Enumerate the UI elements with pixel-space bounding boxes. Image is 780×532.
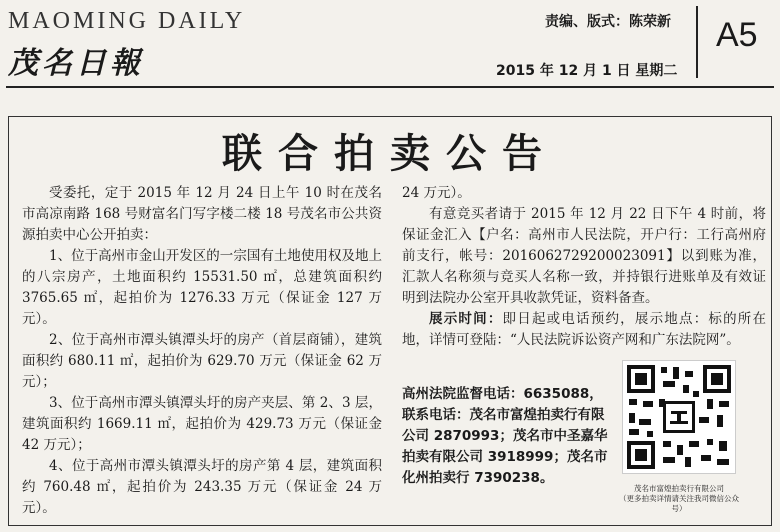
left-column <box>22 183 382 523</box>
lot-item-continued: 24 万元）。 <box>402 185 471 201</box>
qr-caption-note: （更多拍卖详情请关注我司微信公众号） <box>619 494 739 513</box>
lot-item: 4、位于高州市潭头镇潭头圩的房产第 4 层，建筑面积约 760.48 ㎡，起拍价为 243.35 万元（保证金 24 万元）。 <box>22 458 382 516</box>
header-rule <box>6 86 774 88</box>
masthead-english: MAOMING DAILY <box>8 8 246 34</box>
lot-item: 1、位于高州市金山开发区的一宗国有土地使用权及地上的八宗房产，土地面积约 15531.50 ㎡，总建筑面积约 3765.65 ㎡，起拍价为 1276.33 万元（保证金 127 万元）。 <box>22 248 382 327</box>
editor-credit: 责编、版式：陈荣新 <box>545 14 671 30</box>
right-column <box>402 183 766 351</box>
exhibit-text: 即日起或电话预约，展示地点：标的所在地，详情可登陆：“人民法院诉讼资产网和广东法院网”。 <box>402 311 767 348</box>
notice-title: 联合拍卖公告 <box>222 131 558 177</box>
qr-caption <box>614 484 744 514</box>
contact-paragraph: 高州法院监督电话：6635088，联系电话：茂名市富煌拍卖行有限公司 2870993；茂名市中圣嘉华拍卖有限公司 3918999；茂名市化州拍卖行 7390238。 <box>402 386 608 486</box>
exhibit-paragraph <box>402 309 766 351</box>
issue-date: 2015 年 12 月 1 日 星期二 <box>496 63 678 79</box>
qr-code-icon <box>622 360 736 474</box>
qr-caption-company: 茂名市富煌拍卖行有限公司 <box>634 484 724 493</box>
exhibit-label: 展示时间： <box>429 311 503 327</box>
intro-paragraph: 受委托，定于 2015 年 12 月 24 日上午 10 时在茂名市高凉南路 168 号财富名门写字楼二楼 18 号茂名市公共资源拍卖中心公开拍卖： <box>22 185 382 243</box>
header-divider <box>696 6 698 78</box>
lot-item: 3、位于高州市潭头镇潭头圩的房产夹层、第 2、3 层，建筑面积约 1669.11 ㎡，起拍价为 429.73 万元（保证金 42 万元）； <box>22 395 382 453</box>
register-paragraph: 有意竞买者请于 2015 年 12 月 22 日下午 4 时前，将保证金汇入【户名：高州市人民法院，开户行：工行高州府前支行，帐号：2016062729200023091】以到账为准，汇款人名称须与竞买人名称一致，并持银行进账单及有效证明到法院办公室开具收款凭证，资料备查。 <box>402 206 766 306</box>
page-number: A5 <box>716 16 758 54</box>
lot-item: 2、位于高州市潭头镇潭头圩的房产（首层商铺），建筑面积约 680.11 ㎡，起拍价为 629.70 万元（保证金 62 万元）； <box>22 332 382 390</box>
masthead-logo: 茂名日報 <box>8 46 144 81</box>
